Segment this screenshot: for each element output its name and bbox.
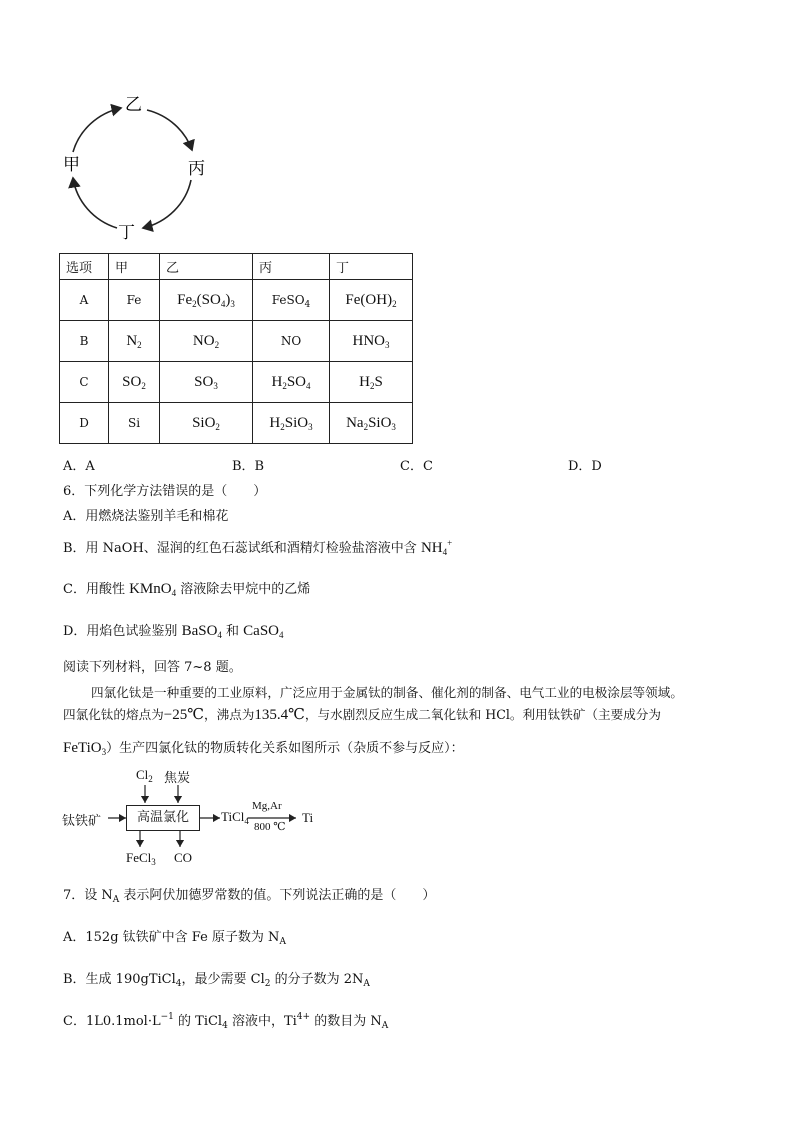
reading-text-bp-label: ，沸点为 <box>204 707 255 722</box>
options-table <box>59 253 413 444</box>
q6-stem: 6．下列化学方法错误的是（ ） <box>63 484 267 499</box>
q6-option-d-conj: 和 <box>221 624 244 639</box>
q6-option-a: A．用燃烧法鉴别羊毛和棉花 <box>63 509 229 524</box>
cell-option: C <box>60 362 109 403</box>
cell-jia: $N_2$ <box>109 321 160 362</box>
q5-choice-b: B．B <box>232 459 265 474</box>
table-row <box>60 280 413 321</box>
flow-byproduct-co: CO <box>174 850 193 865</box>
cell-yi: $Fe_2(SO_4)_3$ <box>160 280 253 321</box>
q7-option-b: B．生成 190gTiCl$_4$，最少需要 $Cl_2$ 的分子数为 $2N_A$ <box>63 972 370 989</box>
q6-option-c-text-end: 溶液除去甲烷中的乙烯 <box>176 582 311 597</box>
cycle-label-yi: 乙 <box>125 95 142 115</box>
cell-bing: FeSO$_4$ <box>253 280 330 321</box>
q5-choice-d: D．D <box>568 459 602 474</box>
flow-byproduct-fecl3: FeCl$_3$ <box>126 850 156 867</box>
flow-product: TiCl$_4$ <box>221 809 249 826</box>
table-row <box>60 403 413 444</box>
flow-input: 钛铁矿 <box>62 814 102 829</box>
q6-option-c <box>63 578 310 598</box>
q7-option-c: C．$1L0.1mol\cdot L^{-1}$ 的 TiCl$_4$ 溶液中，$Ti^{4+}$ 的数目为 $N_A$ <box>63 1012 389 1031</box>
cycle-label-bing: 丙 <box>188 159 205 179</box>
flow-coke: 焦炭 <box>164 771 191 786</box>
q6-option-d-formula-2: CaSO$_4$ <box>243 623 284 640</box>
cycle-label-jia: 甲 <box>63 155 80 175</box>
cell-ding: $HNO_3$ <box>330 321 413 362</box>
q6-option-c-formula: KMnO$_4$ <box>129 581 177 598</box>
cell-jia: $SO_2$ <box>109 362 160 403</box>
table-row <box>60 362 413 403</box>
cell-jia: Si <box>109 403 160 444</box>
q6-option-b-text: B．用 NaOH、湿润的红色石蕊试纸和酒精灯检验盐溶液中含 <box>63 541 421 556</box>
header-option: 选项 <box>60 254 109 280</box>
reading-line-2 <box>63 704 661 724</box>
arrow-ding-to-jia <box>73 178 117 228</box>
arrow-bing-to-ding <box>143 180 191 228</box>
flow-process-box: 高温氯化 <box>126 805 200 831</box>
cell-ding: $Fe(OH)_2$ <box>330 280 413 321</box>
q5-choice-c: C．C <box>400 459 433 474</box>
cell-ding: $H_2S$ <box>330 362 413 403</box>
cell-yi: $NO_2$ <box>160 321 253 362</box>
reading-line-3-text: ）生产四氯化钛的物质转化关系如图所示（杂质不参与反应）： <box>106 741 464 756</box>
cell-yi: SiO$_2$ <box>160 403 253 444</box>
header-bing: 丙 <box>253 254 330 280</box>
boiling-point: 135.4℃ <box>254 707 305 723</box>
arrow-yi-to-bing <box>147 110 192 150</box>
q6-option-d-text: D．用焰色试验鉴别 <box>63 624 182 639</box>
reading-line-1: 四氯化钛是一种重要的工业原料，广泛应用于金属钛的制备、催化剂的制备、电气工业的电极涂层等领域。 <box>91 685 683 700</box>
cell-bing: NO <box>253 321 330 362</box>
reading-text-rest: ，与水剧烈反应生成二氧化钛和 HCl。利用钛铁矿（主要成分为 <box>304 707 661 722</box>
ilmenite-formula: FeTiO$_3$ <box>63 740 107 757</box>
q6-option-b-formula: $NH_4^+$ <box>420 538 453 557</box>
q7-option-a: A．152g 钛铁矿中含 Fe 原子数为 $N_A$ <box>63 930 286 947</box>
header-yi: 乙 <box>160 254 253 280</box>
reading-line-3 <box>63 737 464 757</box>
melting-point: −25℃ <box>163 707 204 723</box>
q6-option-b <box>63 537 452 557</box>
flow-condition-top: Mg,Ar <box>252 800 282 812</box>
cycle-diagram <box>55 90 225 250</box>
reading-intro: 阅读下列材料，回答 7~8 题。 <box>63 660 242 675</box>
header-jia: 甲 <box>109 254 160 280</box>
cycle-label-ding: 丁 <box>118 223 135 243</box>
flow-final: Ti <box>302 810 314 825</box>
cell-jia: Fe <box>109 280 160 321</box>
q5-choice-a: A．A <box>63 459 95 474</box>
cell-option: B <box>60 321 109 362</box>
q7-stem: 7．设 $N_A$ 表示阿伏加德罗常数的值。下列说法正确的是（ ） <box>63 888 436 905</box>
table-header-row <box>60 254 413 280</box>
arrow-jia-to-yi <box>73 108 121 152</box>
header-ding: 丁 <box>330 254 413 280</box>
table-row <box>60 321 413 362</box>
cell-bing: $H_2SO_4$ <box>253 362 330 403</box>
q6-option-d-formula-1: BaSO$_4$ <box>181 623 222 640</box>
cell-option: A <box>60 280 109 321</box>
flow-cl2: $Cl_2$ <box>136 767 153 784</box>
cell-bing: $H_2SiO_3$ <box>253 403 330 444</box>
cell-ding: $Na_2SiO_3$ <box>330 403 413 444</box>
flow-condition-bottom: 800 ℃ <box>254 821 286 833</box>
cell-yi: $SO_3$ <box>160 362 253 403</box>
cell-option: D <box>60 403 109 444</box>
q6-option-d <box>63 620 284 640</box>
reading-text-mp-label: 四氯化钛的熔点为 <box>63 707 164 722</box>
q6-option-c-text: C．用酸性 <box>63 582 130 597</box>
